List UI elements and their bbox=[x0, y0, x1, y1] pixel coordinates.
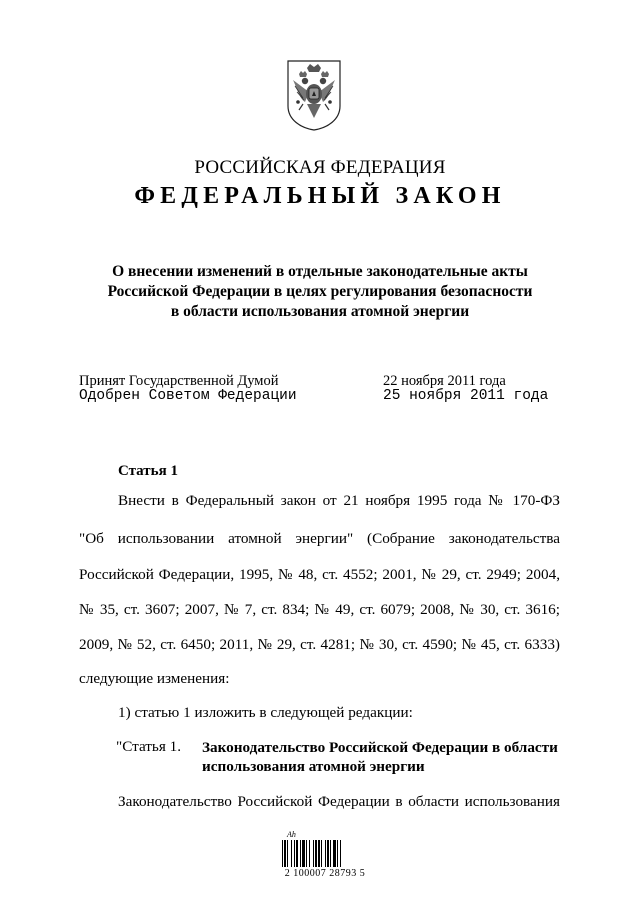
article-item-1: 1) статью 1 изложить в следующей редакции: bbox=[118, 704, 413, 721]
article-text-tail: следующие изменения: bbox=[79, 670, 230, 687]
council-date: 25 ноября 2011 года bbox=[383, 388, 549, 404]
council-label: Одобрен Советом Федерации bbox=[79, 388, 297, 404]
article-text-line: № 35, ст. 3607; 2007, № 7, ст. 834; № 49, ст. 6079; 2008, № 30, ст. 3616; bbox=[79, 601, 560, 618]
duma-label: Принят Государственной Думой bbox=[79, 373, 279, 389]
article-text-line: "Об использовании атомной энергии" (Собрание законодательства bbox=[79, 530, 560, 547]
article-heading: Статья 1 bbox=[118, 463, 178, 479]
article-text-line: Российской Федерации, 1995, № 48, ст. 4552; 2001, № 29, ст. 2949; 2004, bbox=[79, 566, 560, 583]
law-title-line: О внесении изменений в отдельные законодательные акты bbox=[112, 263, 528, 280]
law-title-line: Российской Федерации в целях регулирования безопасности bbox=[107, 283, 533, 300]
russian-coat-of-arms-icon bbox=[285, 58, 343, 132]
duma-date: 22 ноября 2011 года bbox=[383, 373, 506, 389]
barcode-icon bbox=[282, 840, 358, 867]
law-title bbox=[60, 262, 580, 322]
article-text-line: Законодательство Российской Федерации в области использования bbox=[118, 793, 560, 810]
quoted-article-label: "Статья 1. bbox=[116, 738, 182, 755]
quoted-article-title bbox=[202, 738, 572, 776]
law-title-line: в области использования атомной энергии bbox=[170, 303, 470, 320]
quoted-article-title-line: Законодательство Российской Федерации в области bbox=[202, 739, 558, 756]
barcode-number: 2 100007 28793 5 bbox=[284, 868, 366, 879]
country-heading: РОССИЙСКАЯ ФЕДЕРАЦИЯ bbox=[194, 157, 446, 178]
quoted-article-title-line: использования атомной энергии bbox=[202, 758, 425, 775]
document-type-heading: ФЕДЕРАЛЬНЫЙ ЗАКОН bbox=[134, 183, 506, 209]
signature-mark: Ah bbox=[287, 830, 296, 839]
article-text-line: 2009, № 52, ст. 6450; 2011, № 29, ст. 4281; № 30, ст. 4590; № 45, ст. 6333) bbox=[79, 636, 560, 653]
article-text-line: Внести в Федеральный закон от 21 ноября 1995 года № 170-ФЗ bbox=[118, 492, 560, 509]
